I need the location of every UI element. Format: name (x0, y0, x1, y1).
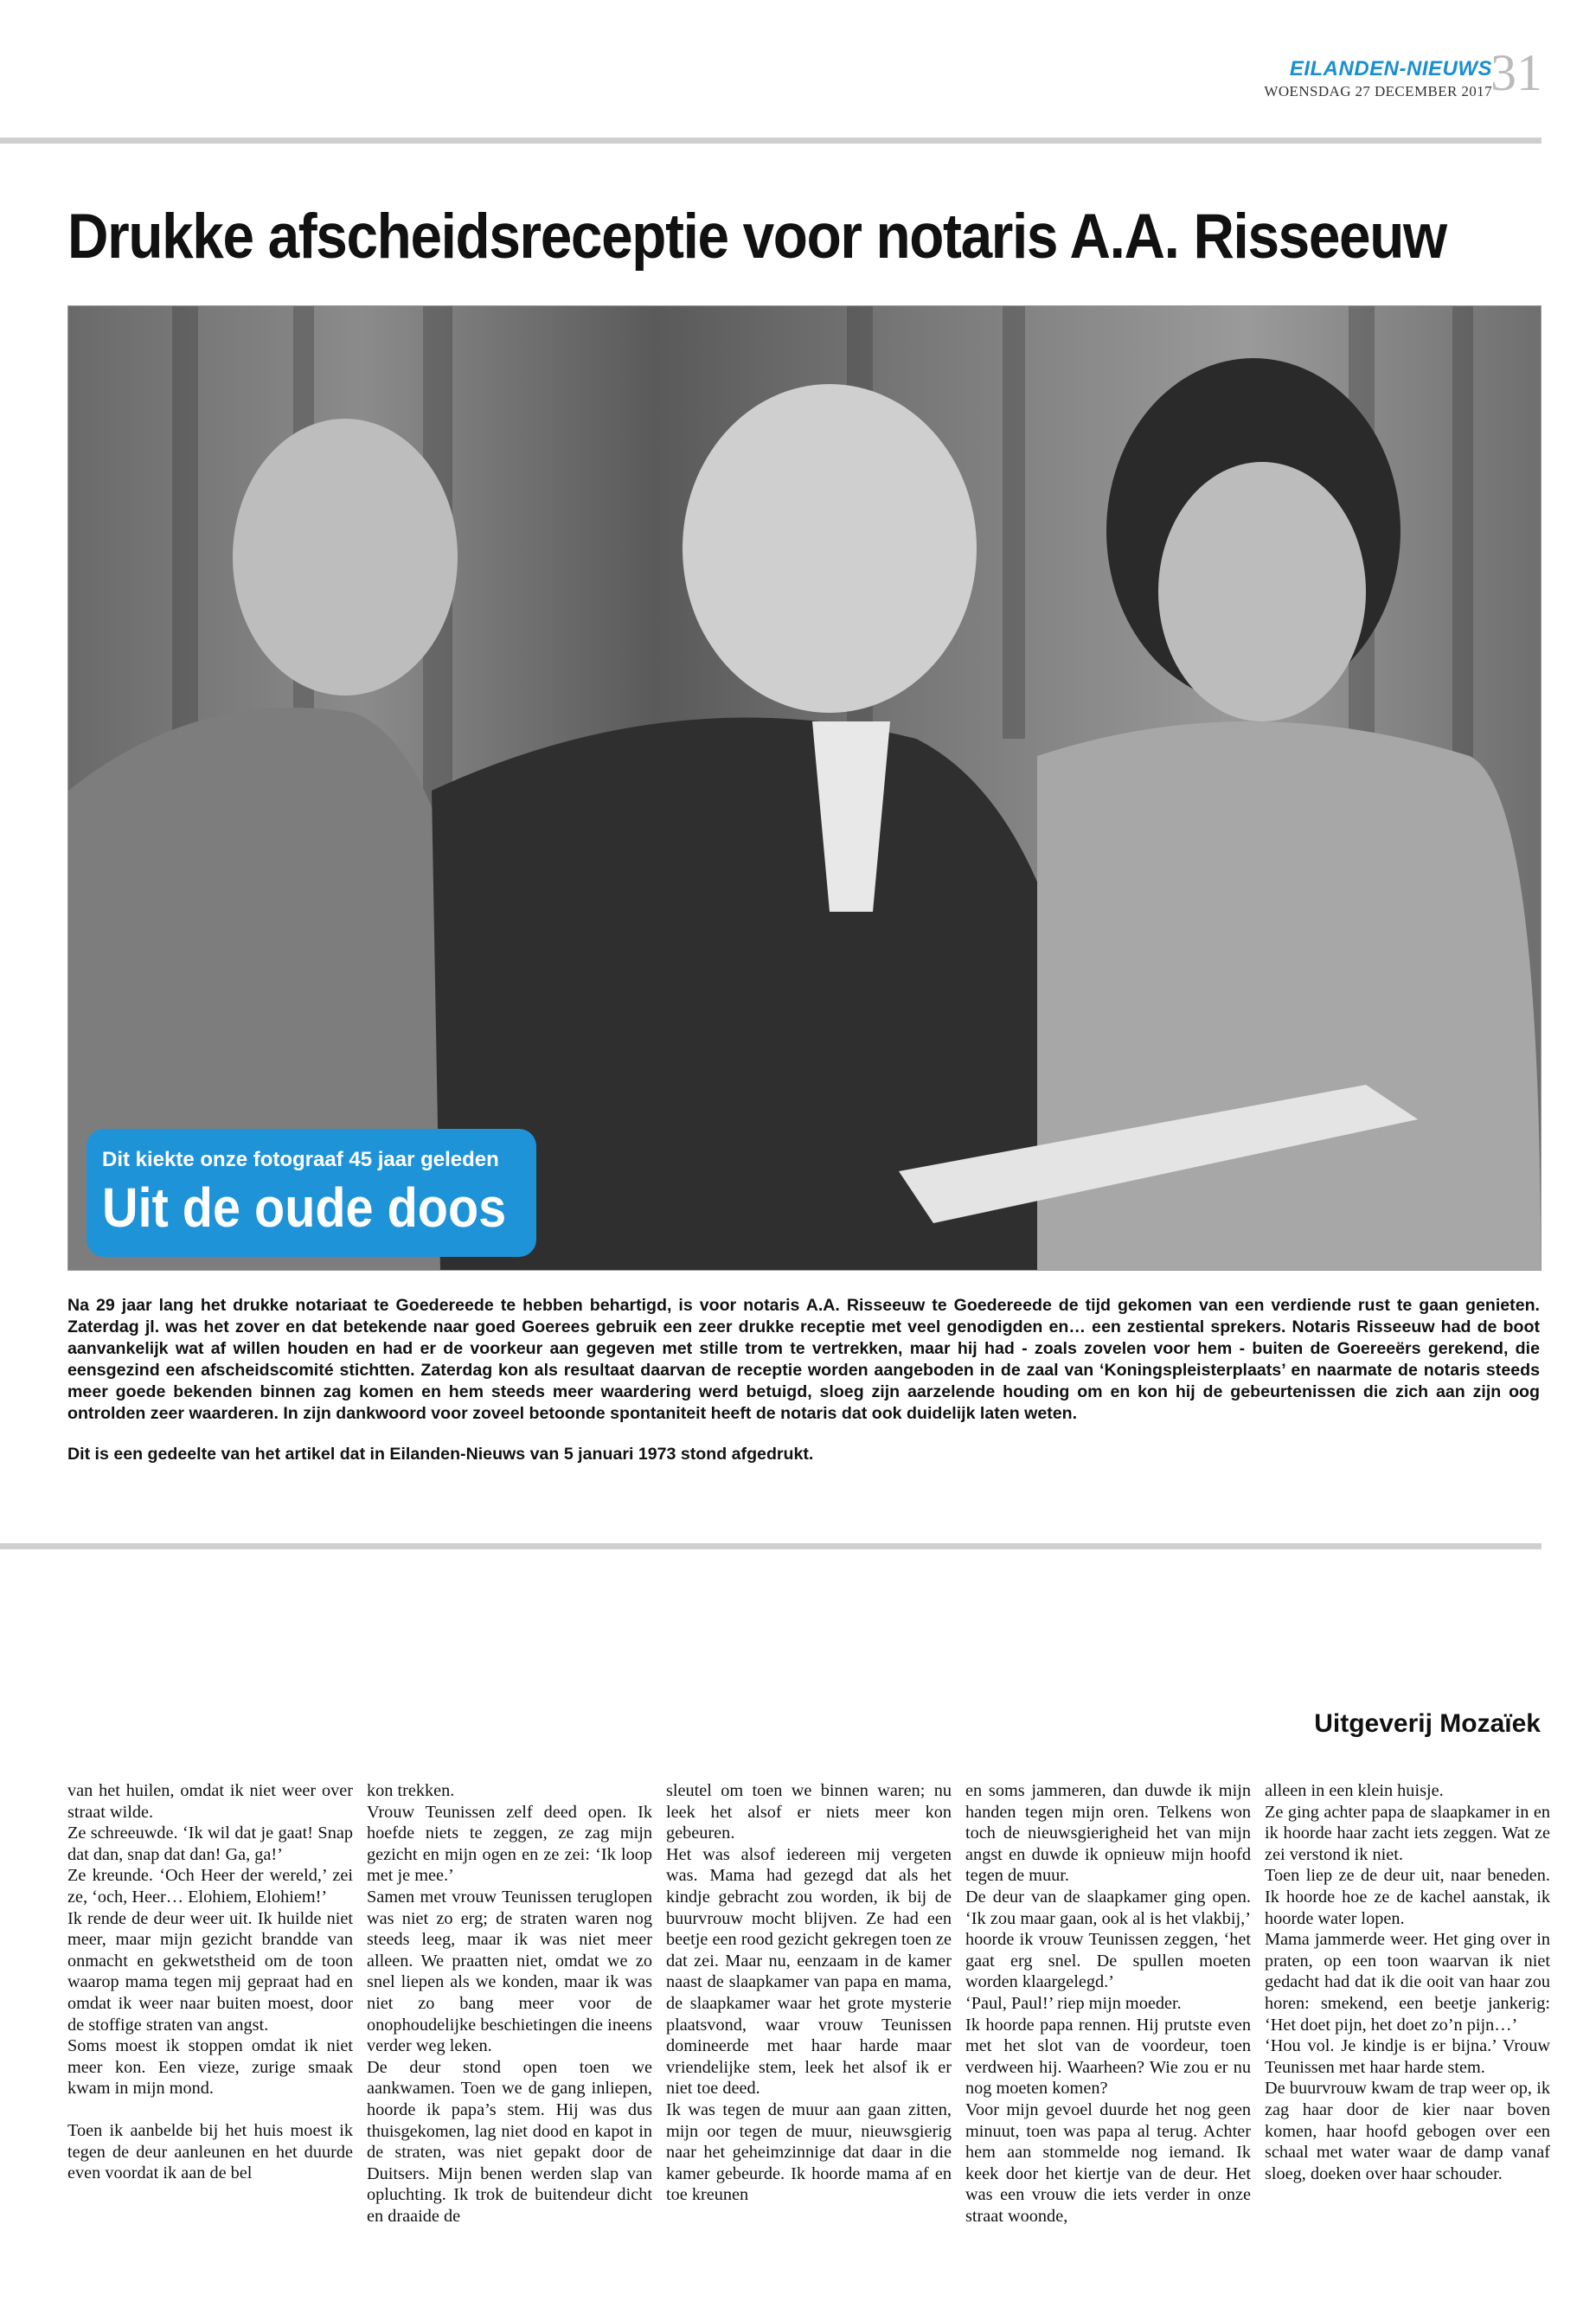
top-divider (0, 138, 1542, 144)
paragraph: ‘Hou vol. Je kindje is er bijna.’ Vrouw Teunissen met haar harde stem. (1265, 2036, 1550, 2077)
paragraph: kon trekken. (367, 1781, 455, 1800)
paragraph: De buurvrouw kwam de trap weer op, ik zag haar door de kier naar boven komen, haar hoofd gebogen over een schaal met water waar de damp vanaf sloeg, doeken over haar schouder. (1265, 2079, 1550, 2183)
paragraph: Soms moest ik stoppen omdat ik niet meer kon. Een vieze, zurige smaak kwam in mijn mond. (67, 2036, 353, 2099)
paragraph: Toen ik aanbelde bij het huis moest ik tegen de deur aanleunen en het duurde even voordat ik aan de bel (67, 2120, 353, 2183)
paragraph: Ze schreeuwde. ‘Ik wil dat je gaat! Snap dat dan, snap dat dan! Ga, ga!’ (67, 1823, 353, 1864)
masthead (1264, 57, 1492, 100)
serial-column-2 (367, 1780, 652, 2227)
paragraph: Samen met vrouw Teunissen teruglopen was niet zo erg; de straten waren nog steeds leeg, maar ik was niet meer alleen. We praatten niet, omdat we zo snel liepen als we konden, maar ik was niet zo bang meer voor de onophoudelijke beschietingen die ineens verder weg leken. (367, 1887, 652, 2056)
paragraph: Ze kreunde. ‘Och Heer der wereld,’ zei ze, ‘och, Heer… Elohiem, Elohiem!’ (67, 1866, 353, 1907)
paragraph: Ze ging achter papa de slaapkamer in en ik hoorde haar zacht iets zeggen. Wat ze zei verstond ik niet. (1265, 1802, 1550, 1864)
paragraph: Toen liep ze de deur uit, naar beneden. Ik hoorde hoe ze de kachel aanstak, ik hoorde water lopen. (1265, 1866, 1550, 1928)
article-intro: Na 29 jaar lang het drukke notariaat te Goedereede te hebben behartigd, is voor notaris A.A. Risseeuw te Goedereede de tijd gekomen van een verdiende rust te gaan genieten. Zaterdag jl. was het zover en dat betekende naar goed Goerees gebruik een zeer drukke receptie met veel genodigden en… een zestiental sprekers. Notaris Risseeuw had de boot aanvankelijk wat af willen houden en had er de voorkeur aan gegeven met stille trom te vertrekken, maar hij had - zoals zovelen voor hem - buiten de Goereeërs gerekend, die eensgezind een afscheidscomité stichtten. Zaterdag kon als resultaat daarvan de receptie worden aangeboden in de zaal van ‘Koningspleisterplaats’ en naarmate de notaris steeds meer goede bekenden binnen zag komen en hem steeds meer waardering werd betuigd, sloeg zijn aarzelende houding om en kon hij de gebeurtenissen die zich aan zijn oog ontrolden zeer waarderen. In zijn dankwoord voor zoveel betoonde spontaniteit heeft de notaris dat ook duidelijk laten weten. (67, 1296, 1540, 1423)
serial-column-4 (965, 1780, 1251, 2227)
article-headline: Drukke afscheidsreceptie voor notaris A.A. Risseeuw (67, 202, 1446, 272)
serial-column-5 (1265, 1780, 1550, 2184)
paragraph: van het huilen, omdat ik niet weer over straat wilde. (67, 1781, 353, 1822)
paragraph: De deur stond open toen we aankwamen. Toen we de gang inliepen, hoorde ik papa’s stem. Hij was dus thuisgekomen, lag niet dood en kapot in de straten, was niet gepakt door de Duitsers. Mijn benen werden slap van opluchting. Ik trok de buitendeur dicht en draaide de (367, 2057, 652, 2226)
section-divider (0, 1543, 1542, 1549)
photo-badge (87, 1129, 536, 1257)
paragraph: Het was alsof iedereen mij vergeten was. Mama had gezegd dat als het kindje gebracht zou worden, ik bij de buurvrouw mocht blijven. Ze had een beetje een rood gezicht gekregen toen ze dat zei. Maar nu, eenzaam in de kamer naast de slaapkamer van papa en mama, de slaapkamer waar het grote mysterie plaatsvond, waar vrouw Teunissen domineerde met haar harde maar vriendelijke stem, leek het alsof ik er niet toe deed. (666, 1844, 952, 2099)
page-number: 31 (1490, 44, 1542, 101)
paper-date: WOENSDAG 27 DECEMBER 2017 (1264, 83, 1492, 99)
paper-name: EILANDEN-NIEUWS (1289, 57, 1492, 80)
article-source-note: Dit is een gedeelte van het artikel dat in Eilanden-Nieuws van 5 januari 1973 stond afgedrukt. (67, 1445, 814, 1464)
archive-photo (67, 305, 1542, 1271)
serial-column-1 (67, 1780, 353, 2184)
paragraph: Ik was tegen de muur aan gaan zitten, mijn oor tegen de muur, nieuwsgierig naar het geheimzinnige dat daar in die kamer gebeurde. Ik hoorde mama af en toe kreunen (666, 2099, 952, 2205)
paragraph: De deur van de slaapkamer ging open. ‘Ik zou maar gaan, ook al is het vlakbij,’ hoorde ik vrouw Teunissen zeggen, ‘het gaat erg snel. De spullen moeten worden klaargelegd.’ (965, 1887, 1251, 1992)
paragraph: Mama jammerde weer. Het ging over in praten, op een toon waarvan ik niet gedacht had dat ik die ooit van haar zou horen: smekend, een beetje jankerig: ‘Het doet pijn, het doet zo’n pijn…’ (1265, 1930, 1550, 2035)
paragraph: sleutel om toen we binnen waren; nu leek het alsof er niets meer kon gebeuren. (666, 1781, 952, 1843)
paragraph: en soms jammeren, dan duwde ik mijn handen tegen mijn oren. Telkens won toch de nieuwsgierigheid het van mijn angst en duwde ik opnieuw mijn hoofd tegen de muur. (965, 1781, 1251, 1886)
paragraph: Ik hoorde papa rennen. Hij prutste even met het slot van de voordeur, toen verdween hij. Waarheen? Wie zou er nu nog moeten komen? (965, 2015, 1251, 2099)
serial-column-3 (666, 1780, 952, 2206)
paragraph: Ik rende de deur weer uit. Ik huilde niet meer, maar mijn gezicht brandde van onmacht en gekwetstheid om de toon waarop mama tegen mij gepraat had en omdat ik weer naar buiten moest, door de stoffige straten van angst. (67, 1908, 353, 2035)
photo-illustration (68, 306, 1541, 1270)
paragraph: Voor mijn gevoel duurde het nog geen minuut, toen was papa al terug. Achter hem aan stommelde nog iemand. Ik keek door het kiertje van de deur. Het was een vrouw die iets verder in onze straat woonde, (965, 2099, 1251, 2226)
paragraph: Vrouw Teunissen zelf deed open. Ik hoefde niets te zeggen, ze zag mijn gezicht en mijn ogen en ze zei: ‘Ik loop met je mee.’ (367, 1802, 652, 1886)
photo-badge-subtitle: Dit kiekte onze fotograaf 45 jaar geleden (102, 1148, 499, 1171)
paragraph: ‘Paul, Paul!’ riep mijn moeder. (965, 1993, 1182, 2013)
publisher-label: Uitgeverij Mozaïek (1314, 1709, 1541, 1738)
paragraph: alleen in een klein huisje. (1265, 1781, 1444, 1800)
photo-badge-title: Uit de oude doos (102, 1176, 507, 1239)
